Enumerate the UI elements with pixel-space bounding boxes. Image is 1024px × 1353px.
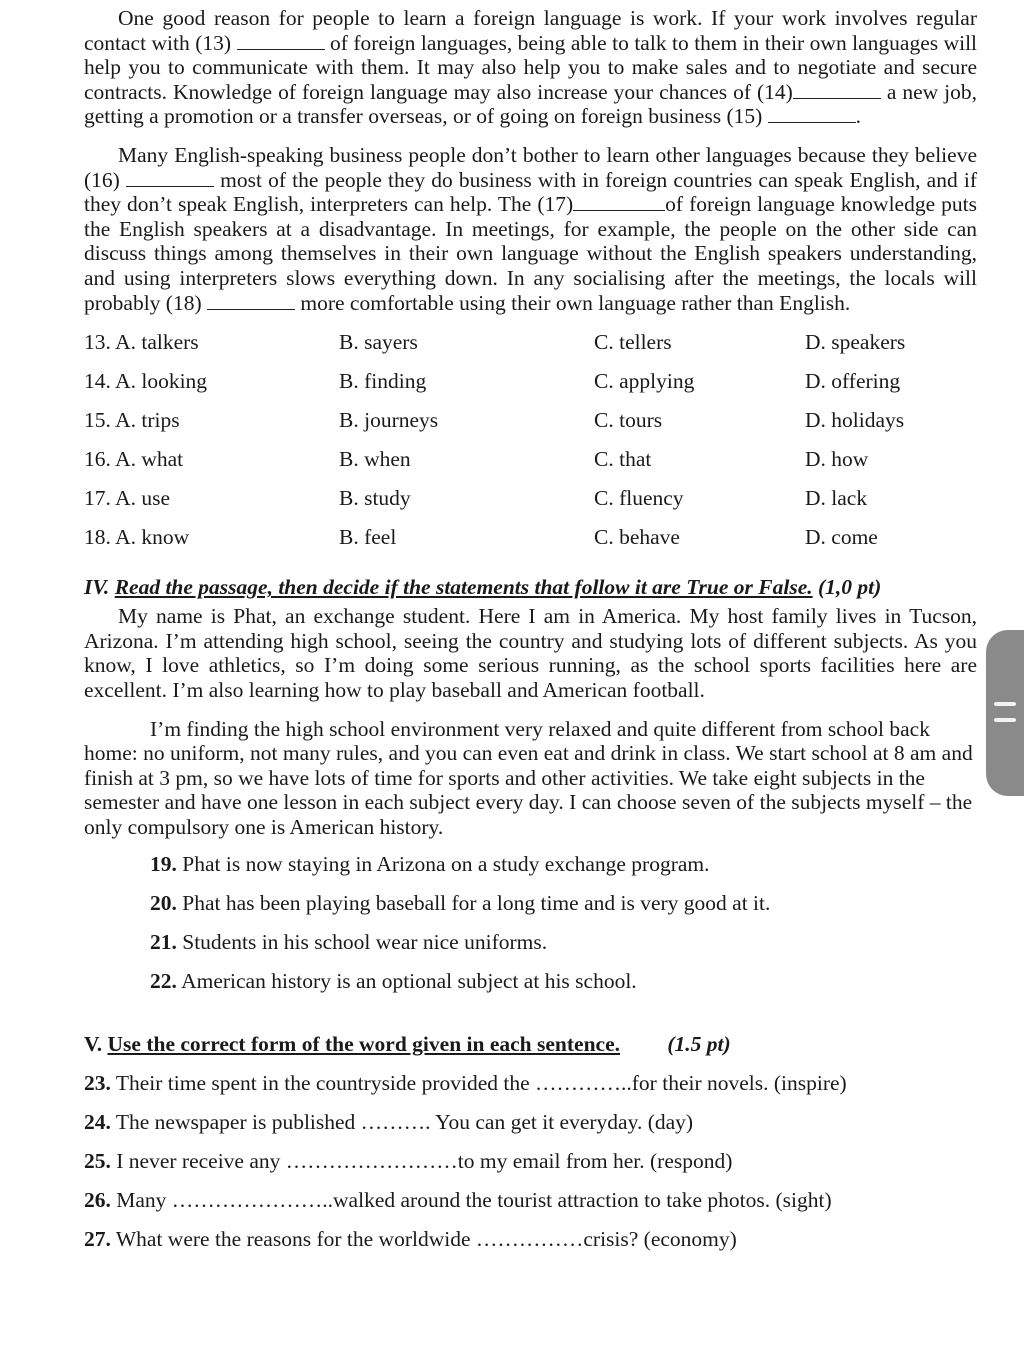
option-c: C. tours [594,408,663,433]
section-5-instruction: Use the correct form of the word given in each sentence. [107,1032,620,1056]
option-a: 13. A. talkers [84,330,199,355]
word-form-item-25: 25. I never receive any ……………………to my email from her. (respond) [84,1149,733,1173]
worksheet-page [84,6,977,1265]
handle-grip-icon [994,702,1016,706]
statement-22: 22. American history is an optional subject at his school. [150,969,637,993]
blank-14 [793,80,881,99]
option-b: B. study [339,486,411,511]
blank-16 [126,168,214,187]
option-row-17 [84,485,977,524]
option-a: 14. A. looking [84,369,208,394]
option-c: C. behave [594,525,680,550]
option-c: C. tellers [594,330,672,355]
word-form-item-24: 24. The newspaper is published ………. You can get it everyday. (day) [84,1110,694,1134]
blank-13 [237,31,325,50]
option-a: 15. A. trips [84,408,180,433]
section-4-instruction: Read the passage, then decide if the statements that follow it are True or False. [114,575,813,600]
option-d: D. lack [805,486,868,511]
section-4-roman: IV. [84,575,110,600]
option-row-14 [84,368,977,407]
word-form-list [84,1070,977,1265]
option-c: C. fluency [594,486,684,511]
option-row-18 [84,524,977,563]
section-4-paragraph-2: I’m finding the high school environment very relaxed and quite different from school back home: no uniform, not many rules, and you can even eat and drink in class. We start school at 8 am and finish at 3 pm, so we have lots of time for sports and other activities. We take eight subjects in the semester and have one lesson in each subject every day. I can choose seven of the subjects myself – the only compulsory one is American history. [84,716,973,839]
option-d: D. holidays [805,408,905,433]
blank-15 [768,104,856,123]
word-form-item-23: 23. Their time spent in the countryside provided the …………..for their novels. (inspire) [84,1071,847,1095]
option-b: B. when [339,447,411,472]
option-b: B. sayers [339,330,418,355]
section-5-heading [84,1031,977,1057]
option-a: 18. A. know [84,525,190,550]
statement-21: 21. Students in his school wear nice uniforms. [150,930,548,954]
option-row-13 [84,329,977,368]
statement-list [84,851,977,1007]
word-form-item-26: 26. Many …………………..walked around the tourist attraction to take photos. (sight) [84,1188,832,1212]
passage-paragraph-2: Many English-speaking business people don’t bother to learn other languages because they believe (16) most of the people they do business with in foreign countries can speak English, and if they don’t speak English, interpreters can help. The (17) of foreign language knowledge puts the English speakers at a disadvantage. In meetings, for example, the people on the other side can discuss things among themselves in their own language without the English speakers understanding, and using interpreters slows everything down. In any socialising after the meetings, the locals will probably (18) more comfortable using their own language rather than English. [84,142,978,315]
option-c: C. that [594,447,652,472]
option-b: B. feel [339,525,397,550]
option-b: B. journeys [339,408,439,433]
blank-18 [207,291,295,310]
option-d: D. how [805,447,869,472]
section-4-points: (1,0 pt) [818,575,882,600]
side-panel-handle[interactable] [986,630,1024,796]
handle-grip-icon [994,718,1016,722]
option-d: D. speakers [805,330,906,355]
section-4-heading [84,574,977,600]
statement-19: 19. Phat is now staying in Arizona on a study exchange program. [150,852,710,876]
option-a: 17. A. use [84,486,170,511]
option-c: C. applying [594,369,695,394]
option-d: D. come [805,525,878,550]
answer-options [84,329,977,563]
word-form-item-27: 27. What were the reasons for the worldwide ……………crisis? (economy) [84,1227,737,1251]
passage-paragraph-1: One good reason for people to learn a foreign language is work. If your work involves regular contact with (13) of foreign languages, being able to talk to them in their own languages will help you to communicate with them. It may also help you to make sales and to negotiate and secure contracts. Knowledge of foreign language may also increase your chances of (14) a new job, getting a promotion or a transfer overseas, or of going on foreign business (15) . [84,6,978,129]
section-4-paragraph-1: My name is Phat, an exchange student. Here I am in America. My host family lives in Tucson, Arizona. I’m attending high school, seeing the country and studying lots of different subjects. As you know, I love athletics, so I’m doing some serious running, as the school sports facilities here are excellent. I’m also learning how to play baseball and American football. [84,604,977,702]
option-a: 16. A. what [84,447,184,472]
option-row-15 [84,407,977,446]
option-d: D. offering [805,369,901,394]
section-5-points: (1.5 pt) [667,1032,731,1056]
section-5-roman: V. [84,1032,103,1056]
option-b: B. finding [339,369,427,394]
blank-17 [573,192,665,211]
option-row-16 [84,446,977,485]
statement-20: 20. Phat has been playing baseball for a long time and is very good at it. [150,891,771,915]
